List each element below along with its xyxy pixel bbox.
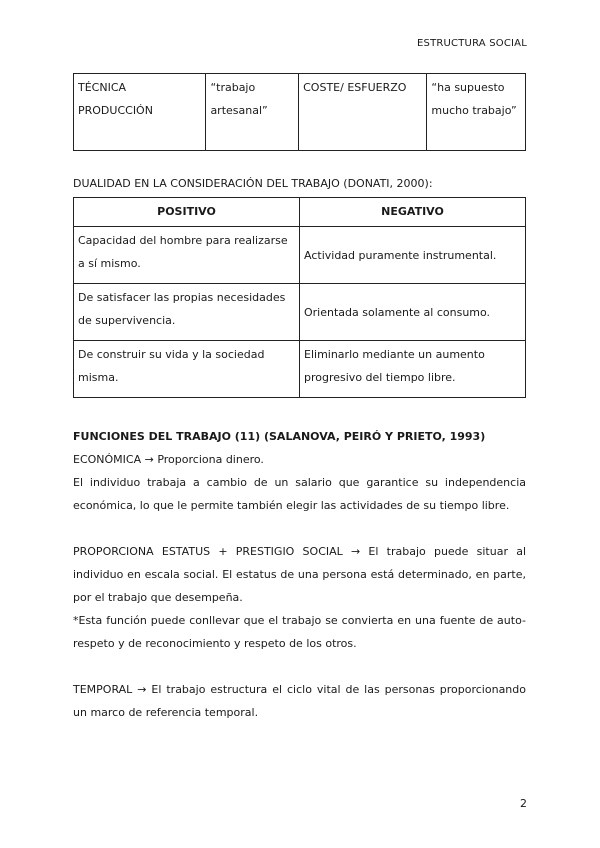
table-row [74, 74, 526, 151]
paragraph: PROPORCIONA ESTATUS + PRESTIGIO SOCIAL → El trabajo puede situar al individuo en escala social. El estatus de una persona está determinado, en parte, por el trabajo que desempeña. [73, 545, 526, 604]
table-cell: COSTE/ ESFUERZO [299, 74, 427, 151]
paragraph: ECONÓMICA → Proporciona dinero. [73, 453, 264, 466]
paragraph: El individuo trabaja a cambio de un salario que garantice su independencia económica, lo que le permite también elegir las actividades de su tiempo libre. [73, 476, 526, 512]
duality-table-title: DUALIDAD EN LA CONSIDERACIÓN DEL TRABAJO (DONATI, 2000): [73, 177, 433, 190]
table-cell: De construir su vida y la sociedad misma. [74, 341, 300, 398]
technique-table [73, 73, 526, 151]
table-cell: Eliminarlo mediante un aumento progresivo del tiempo libre. [300, 341, 526, 398]
table-cell: TÉCNICA PRODUCCIÓN [74, 74, 206, 151]
table-row [74, 284, 526, 341]
table-cell: Orientada solamente al consumo. [300, 284, 526, 341]
duality-table [73, 197, 526, 398]
table-row [74, 227, 526, 284]
table-cell: De satisfacer las propias necesidades de supervivencia. [74, 284, 300, 341]
table-cell: “ha supuesto mucho trabajo” [427, 74, 526, 151]
paragraph: *Esta función puede conllevar que el trabajo se convierta en una fuente de auto-respeto y de reconocimiento y respeto de los otros. [73, 614, 526, 650]
paragraph: TEMPORAL → El trabajo estructura el ciclo vital de las personas proporcionando un marco de referencia temporal. [73, 683, 526, 719]
column-header-positive: POSITIVO [74, 198, 300, 227]
table-cell: “trabajo artesanal” [206, 74, 299, 151]
page-number: 2 [520, 797, 527, 810]
section-title: FUNCIONES DEL TRABAJO (11) (SALANOVA, PEIRÓ Y PRIETO, 1993) [73, 430, 486, 443]
table-cell: Actividad puramente instrumental. [300, 227, 526, 284]
table-row [74, 341, 526, 398]
table-header-row [74, 198, 526, 227]
section-body [73, 425, 526, 724]
table-cell: Capacidad del hombre para realizarse a sí mismo. [74, 227, 300, 284]
column-header-negative: NEGATIVO [300, 198, 526, 227]
running-header: ESTRUCTURA SOCIAL [417, 38, 527, 49]
